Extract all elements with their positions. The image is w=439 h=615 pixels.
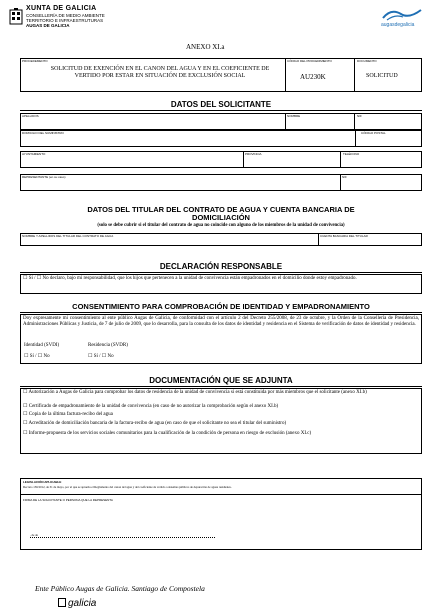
document-value: SOLICITUD	[366, 73, 398, 79]
titular-subtitle: (solo se debe cubrir si el titular del contrato de agua no coincide con alguno de los miembros de la unidad de convivencia)	[97, 223, 345, 228]
solicitante-title: DATOS DEL SOLICITANTE	[170, 100, 272, 109]
documentacion-underline	[20, 386, 422, 387]
titular-account-field[interactable]: CUENTA BANCARIA DEL TITULAR	[320, 234, 368, 238]
codigo-postal-field[interactable]: CÓDIGO POSTAL	[361, 131, 386, 135]
declaracion-title: DECLARACIÓN RESPONSABLE	[159, 262, 283, 271]
titular-title-1: DATOS DEL TITULAR DEL CONTRATO DE AGUA Y CUENTA BANCARIA DE	[87, 205, 355, 214]
doc-item-2[interactable]: ☐ Certificado de empadronamiento de la unidad de convivencia (en caso de no autorizar la comprobación según el anexo XI.b)	[23, 404, 279, 409]
titular-title-2: DOMICILIACIÓN	[192, 213, 250, 222]
svdi-options[interactable]: ☐ Sí / ☐ No	[24, 354, 50, 359]
procedure-code-label: CÓDIGO DEL PROCEDIMIENTO	[287, 59, 332, 63]
galicia-logo-icon	[58, 598, 66, 607]
documentacion-title: DOCUMENTACIÓN QUE SE ADJUNTA	[149, 376, 293, 385]
apellidos-field[interactable]: APELLIDOS	[22, 114, 39, 118]
procedure-code: AU230K	[300, 73, 326, 81]
provincia-field[interactable]: PROVINCIA	[245, 152, 262, 156]
svdr-options[interactable]: ☐ Sí / ☐ No	[88, 354, 114, 359]
nif2-field[interactable]: NIF	[342, 175, 347, 179]
galicia-logo-text: galicia	[68, 598, 97, 609]
consentimiento-underline	[20, 312, 422, 313]
declaracion-underline	[20, 272, 422, 273]
consentimiento-title: CONSENTIMIENTO PARA COMPROBACIÓN DE IDENTIDAD Y EMPADRONAMIENTO	[72, 302, 370, 311]
coat-of-arms-icon	[9, 8, 23, 26]
nombre-field[interactable]: NOMBRE	[287, 114, 301, 118]
org-line-2: TERRITORIO E INFRAESTRUTURAS	[26, 18, 104, 23]
solicitante-underline	[20, 110, 422, 111]
org-title: XUNTA DE GALICIA	[26, 5, 97, 12]
augas-logo	[381, 8, 423, 34]
legislacion-separator	[20, 494, 422, 495]
xunta-logo	[9, 8, 23, 26]
augas-logo-text: augasdegalicia	[381, 22, 415, 28]
org-line-1: CONSELLERÍA DE MEDIO AMBIENTE	[26, 13, 105, 18]
representante-field[interactable]: REPRESENTANTE (en su caso)	[22, 175, 66, 179]
firma-label: FIRMA DE LA SOLICITANTE O PERSONA QUE LA REPRESENTA	[23, 498, 113, 502]
legislacion-text: Decreto 136/2012, de 31 de mayo, por el que se aprueba el Reglamento del canon del agua y del coeficiente de vertido a sistemas públicos de depuración de aguas residuales.	[23, 485, 232, 489]
ayuntamiento-field[interactable]: AYUNTAMIENTO	[22, 152, 46, 156]
procedure-label: PROCEDEMENTO	[22, 59, 48, 63]
titular-name-field[interactable]: NOMBRE Y APELLIDOS DEL TITULAR DEL CONTRATO DE AGUA	[22, 234, 114, 238]
firma-date-line[interactable]: , de de	[30, 533, 38, 537]
consentimiento-text: Doy expresamente mi consentimiento al ente público Augas de Galicia, de conformidad con el artículo 2 del Decreto 255/2008, de 23 de octubre, y la Orden de la Consellería de Presidencia, Administraciones Públicas y Justicia, de 7 de julio de 2009, que lo desarrolla, para la consulta de los datos de identidad y residencia en el Sistema de verificación de datos de identidad y residencia.	[23, 316, 419, 327]
nif-field[interactable]: NIF	[357, 114, 362, 118]
doc-item-5[interactable]: ☐ Informe-propuesta de los servicios sociales comunitarios para la cualificación de la condición de persona en riesgo de exclusión (anexo XI.c)	[23, 431, 312, 436]
procedure-title: SOLICITUD DE EXENCIÓN EN EL CANON DEL AGUA Y EN EL COEFICIENTE DE VERTIDO POR ESTAR EN SITUACIÓN DE EXCLUSIÓN SOCIAL	[50, 66, 270, 79]
telefono-field[interactable]: TELÉFONO	[343, 152, 360, 156]
org-line-3: AUGAS DE GALICIA	[26, 23, 70, 28]
doc-item-1[interactable]: ☐ Autorización a Augas de Galicia para comprobar los datos de residencia de la unidad de convivencia si está constituida por más miembros que el solicitante (anexo XI.b)	[23, 390, 367, 395]
declaracion-text[interactable]: ☐ Sí / ☐ No declaro, bajo mi responsabilidad, que los hijos que pertenecen a la unidad de convivencia están empadronados en el domicilio donde estoy empadronado.	[23, 276, 357, 281]
doc-item-4[interactable]: ☐ Acreditación de domiciliación bancaria de la factura-recibo de agua (en caso de que el solicitante no sea el titular del suministro)	[23, 421, 287, 426]
svdr-label: Residencia (SVDR)	[88, 343, 128, 348]
firma-underline	[30, 537, 215, 538]
annex-label: ANEXO XI.a	[186, 43, 225, 51]
svdi-label: Identidad (SVDI)	[24, 343, 60, 348]
divider	[340, 174, 422, 191]
domicilio-field[interactable]: DOMICILIO DEL SUMINISTRO	[22, 131, 64, 135]
doc-item-3[interactable]: ☐ Copia de la última factura-recibo del agua	[23, 412, 113, 417]
wave-logo-icon	[381, 8, 423, 22]
footer-text: Ente Público Augas de Galicia. Santiago de Compostela	[35, 584, 205, 593]
legislacion-label: LEGISLACIÓN APLICABLE	[23, 480, 62, 484]
solicitante-row3	[20, 151, 422, 168]
document-label: DOCUMENTO	[357, 59, 377, 63]
galicia-logo	[58, 593, 96, 611]
